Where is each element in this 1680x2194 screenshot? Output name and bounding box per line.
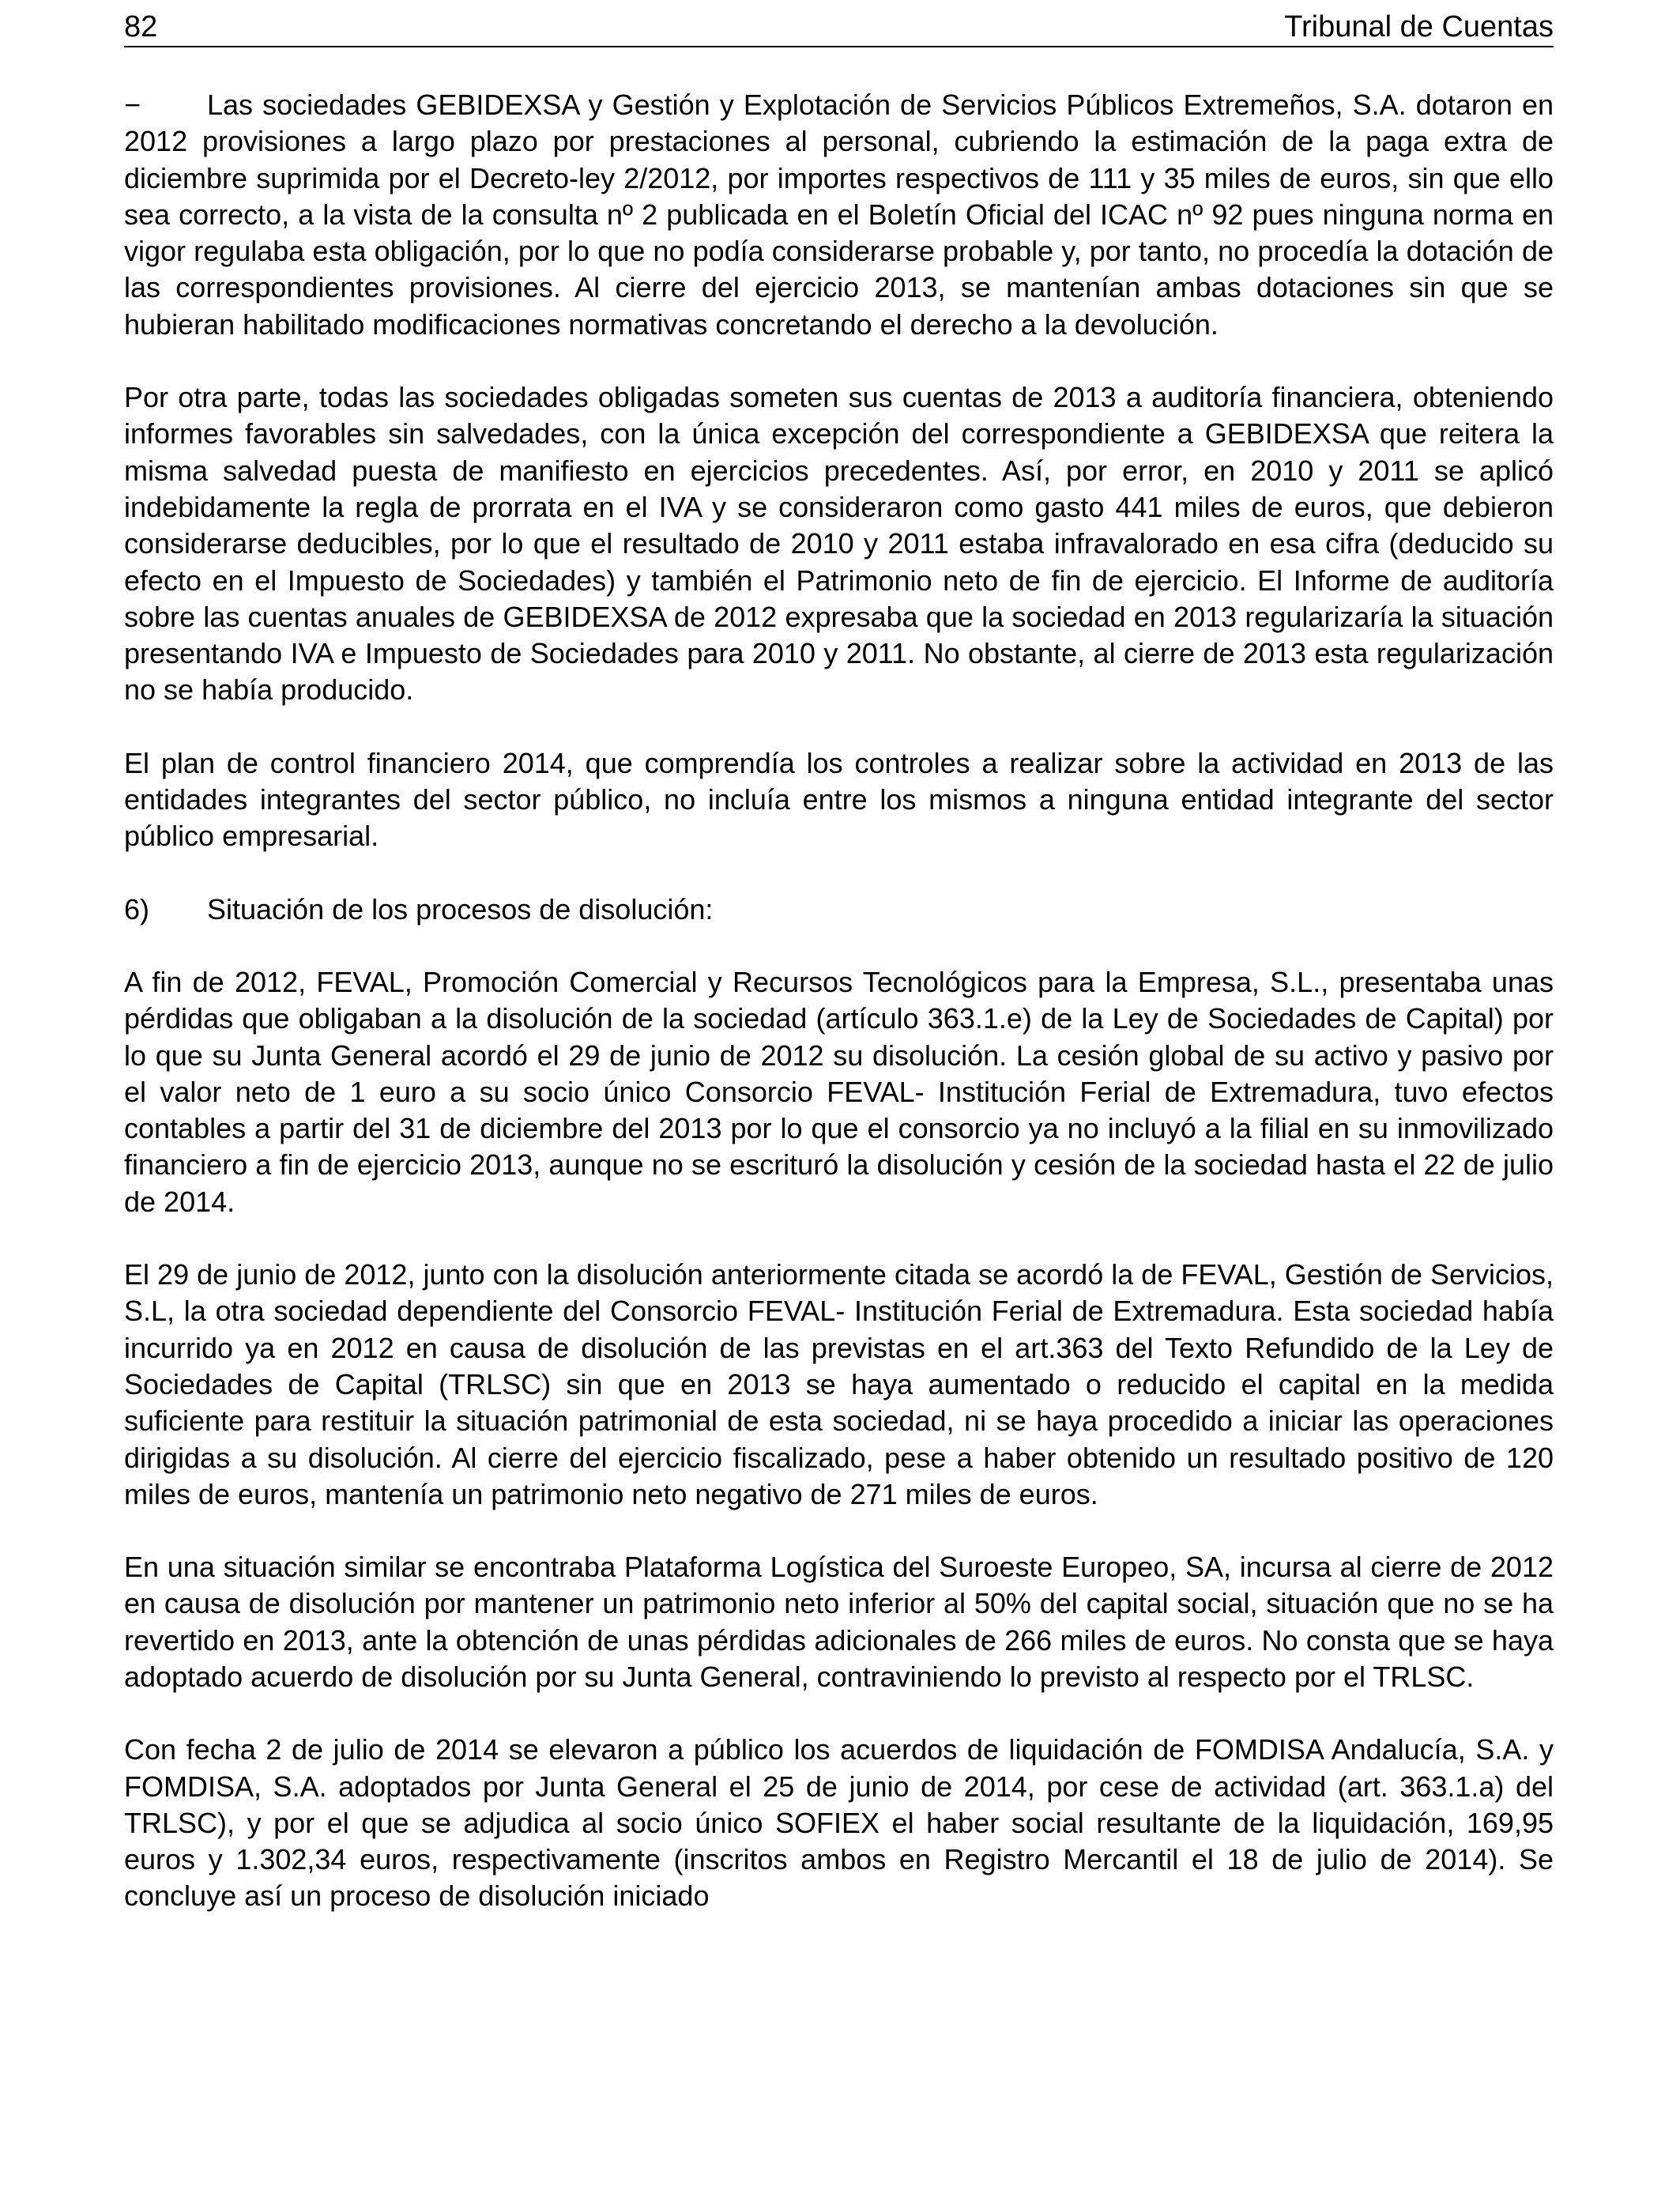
section-number: 6): [124, 892, 150, 925]
dash-bullet-marker: −: [124, 89, 141, 121]
paragraph-control-plan: El plan de control financiero 2014, que comprendía los controles a realizar sobre la actividad en 2013 de las entidades integrantes del sector público, no incluía entre los mismos a ninguna entidad integrante del sector público empresarial.: [124, 746, 1554, 853]
paragraph-feval-gestion: El 29 de junio de 2012, junto con la disolución anteriormente citada se acordó la de FEVAL, Gestión de Servicios, S.L, la otra sociedad dependiente del Consorcio FEVAL- Institución Ferial de Extremadura. Esta sociedad había incurrido ya en 2012 en causa de disolución de las previstas en el art.363 del Texto Refundido de la Ley de Sociedades de Capital (TRLSC) sin que en 2013 se haya aumentado o reducido el capital en la medida suficiente para restituir la situación patrimonial de esta sociedad, ni se haya procedido a iniciar las operaciones dirigidas a su disolución. Al cierre del ejercicio fiscalizado, pese a haber obtenido un resultado positivo de 120 miles de euros, mantenía un patrimonio neto negativo de 271 miles de euros.: [124, 1258, 1554, 1510]
section-title: Situación de los procesos de disolución:: [207, 892, 714, 925]
paragraph-fomdisa: Con fecha 2 de julio de 2014 se elevaron a público los acuerdos de liquidación de FOMDISA Andalucía, S.A. y FOMDISA, S.A. adoptados por Junta General el 25 de junio de 2014, por cese de actividad (art. 363.1.a) del TRLSC), y por el que se adjudica al socio único SOFIEX el haber social resultante de la liquidación, 169,95 euros y 1.302,34 euros, respectivamente (inscritos ambos en Registro Mercantil el 18 de julio de 2014). Se concluye así un proceso de disolución iniciado: [124, 1733, 1554, 1913]
page-header: [124, 6, 1554, 47]
page-number: 82: [124, 10, 158, 43]
bullet-item-provisions: [124, 87, 1554, 343]
running-title: Tribunal de Cuentas: [1284, 10, 1554, 43]
bullet-text: Las sociedades GEBIDEXSA y Gestión y Explotación de Servicios Públicos Extremeños, S.A. dotaron en 2012 provisiones a largo plazo por prestaciones al personal, cubriendo la estimación de la paga extra de diciembre suprimida por el Decreto-ley 2/2012, por importes respectivos de 111 y 35 miles de euros, sin que ello sea correcto, a la vista de la consulta nº 2 publicada en el Boletín Oficial del ICAC nº 92 pues ninguna norma en vigor regulaba esta obligación, por lo que no podía considerarse probable y, por tanto, no procedía la dotación de las correspondientes provisiones. Al cierre del ejercicio 2013, se mantenían ambas dotaciones sin que se hubieran habilitado modificaciones normativas concretando el derecho a la devolución.: [124, 89, 1554, 341]
section-heading: [124, 892, 1554, 928]
document-body: [124, 87, 1554, 1915]
paragraph-audit: Por otra parte, todas las sociedades obligadas someten sus cuentas de 2013 a auditoría financiera, obteniendo informes favorables sin salvedades, con la única excepción del correspondiente a GEBIDEXSA que reitera la misma salvedad puesta de manifiesto en ejercicios precedentes. Así, por error, en 2010 y 2011 se aplicó indebidamente la regla de prorrata en el IVA y se consideraron como gasto 441 miles de euros, que debieron considerarse deducibles, por lo que el resultado de 2010 y 2011 estaba infravalorado en esa cifra (deducido su efecto en el Impuesto de Sociedades) y también el Patrimonio neto de fin de ejercicio. El Informe de auditoría sobre las cuentas anuales de GEBIDEXSA de 2012 expresaba que la sociedad en 2013 regularizaría la situación presentando IVA e Impuesto de Sociedades para 2010 y 2011. No obstante, al cierre de 2013 esta regularización no se había producido.: [124, 381, 1554, 707]
paragraph-plataforma: En una situación similar se encontraba Plataforma Logística del Suroeste Europeo, SA, incursa al cierre de 2012 en causa de disolución por mantener un patrimonio neto inferior al 50% del capital social, situación que no se ha revertido en 2013, ante la obtención de unas pérdidas adicionales de 266 miles de euros. No consta que se haya adoptado acuerdo de disolución por su Junta General, contraviniendo lo previsto al respecto por el TRLSC.: [124, 1551, 1554, 1693]
paragraph-feval-promocion: A fin de 2012, FEVAL, Promoción Comercial y Recursos Tecnológicos para la Empresa, S.L., presentaba unas pérdidas que obligaban a la disolución de la sociedad (artículo 363.1.e) de la Ley de Sociedades de Capital) por lo que su Junta General acordó el 29 de junio de 2012 su disolución. La cesión global de su activo y pasivo por el valor neto de 1 euro a su socio único Consorcio FEVAL- Institución Ferial de Extremadura, tuvo efectos contables a partir del 31 de diciembre del 2013 por lo que el consorcio ya no incluyó a la filial en su inmovilizado financiero a fin de ejercicio 2013, aunque no se escrituró la disolución y cesión de la sociedad hasta el 22 de julio de 2014.: [124, 965, 1554, 1218]
